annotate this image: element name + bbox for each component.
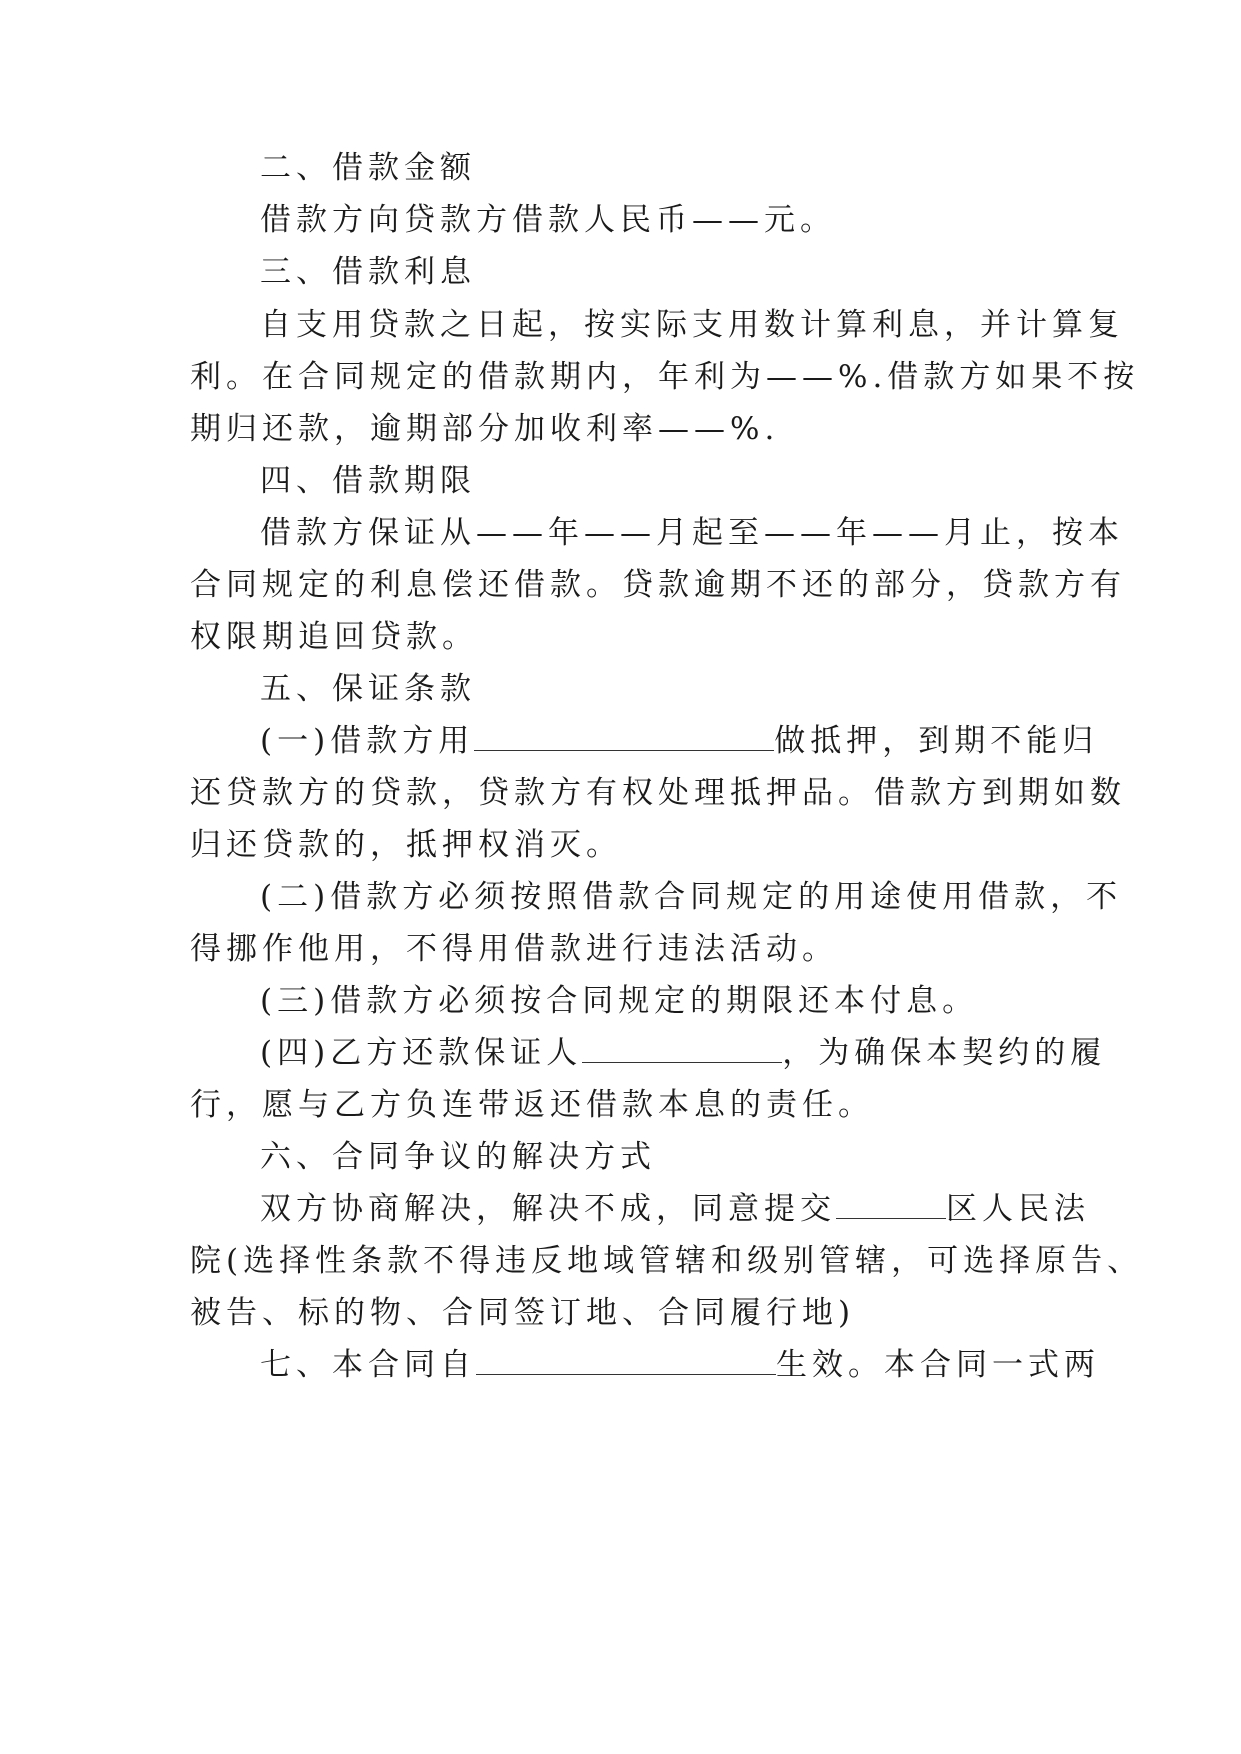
section-heading-3: 三、借款利息 [260,254,476,290]
section-6-prefix: 双方协商解决，解决不成，同意提交 [260,1191,836,1227]
section-6-line-2: 院(选择性条款不得违反地域管辖和级别管辖，可选择原告、 [190,1243,1144,1279]
section-7-prefix: 七、本合同自 [260,1347,476,1383]
section-6-line-1 [260,1189,1090,1229]
collateral-blank [474,722,774,751]
section-4-line-3: 权限期追回贷款。 [190,619,478,655]
guarantor-blank [582,1034,782,1063]
section-2-body: 借款方向贷款方借款人民币——元。 [260,202,836,238]
clause-5-1-line-2: 还贷款方的贷款，贷款方有权处理抵押品。借款方到期如数 [190,775,1126,811]
section-heading-6: 六、合同争议的解决方式 [260,1139,656,1175]
section-3-line-3: 期归还款，逾期部分加收利率——%. [190,411,780,447]
clause-5-1-prefix: (一)借款方用 [260,723,475,759]
section-heading-4: 四、借款期限 [260,463,476,499]
section-heading-2: 二、借款金额 [260,150,476,186]
court-district-blank [836,1190,946,1219]
clause-5-1-line-3: 归还贷款的，抵押权消灭。 [190,827,622,863]
section-4-line-2: 合同规定的利息偿还借款。贷款逾期不还的部分，贷款方有 [190,567,1126,603]
section-4-line-1: 借款方保证从——年——月起至——年——月止，按本 [260,515,1124,551]
section-3-line-2: 利。在合同规定的借款期内，年利为——%.借款方如果不按 [190,359,1140,395]
section-7-suffix: 生效。本合同一式两 [776,1347,1100,1383]
clause-5-2-line-1: (二)借款方必须按照借款合同规定的用途使用借款，不 [260,879,1123,915]
clause-5-4-prefix: (四)乙方还款保证人 [260,1035,583,1071]
effective-date-blank [476,1346,776,1375]
clause-5-4-line-1 [260,1033,1106,1073]
section-heading-5: 五、保证条款 [260,671,476,707]
clause-5-4-line-2: 行，愿与乙方负连带返还借款本息的责任。 [190,1087,874,1123]
section-3-line-1: 自支用贷款之日起，按实际支用数计算利息，并计算复 [260,307,1124,343]
section-6-suffix: 区人民法 [946,1191,1090,1227]
section-7-line-1 [260,1345,1100,1385]
section-6-line-3: 被告、标的物、合同签订地、合同履行地) [190,1295,856,1331]
clause-5-3-line-1: (三)借款方必须按合同规定的期限还本付息。 [260,983,979,1019]
clause-5-4-suffix: ，为确保本契约的履 [782,1035,1107,1071]
clause-5-1-line-1 [260,721,1098,761]
clause-5-2-line-2: 得挪作他用，不得用借款进行违法活动。 [190,931,838,967]
clause-5-1-suffix: 做抵押，到期不能归 [774,723,1099,759]
